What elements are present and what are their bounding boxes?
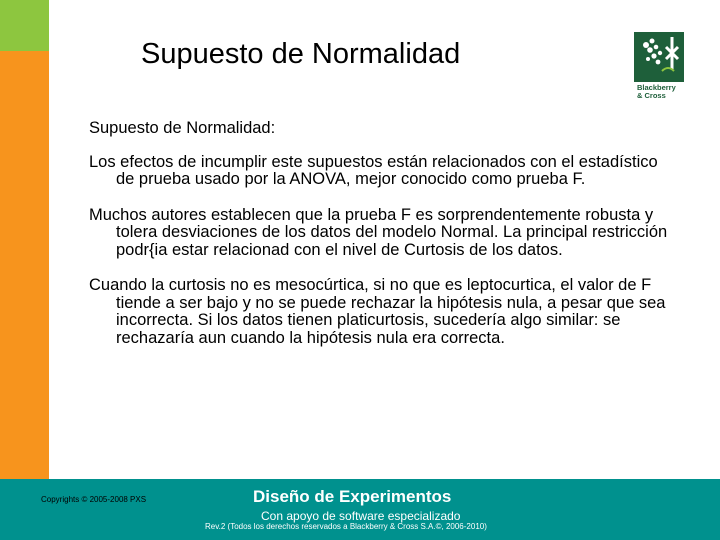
paragraph-heading: Supuesto de Normalidad: [89, 119, 276, 137]
paragraph-curtosis: Cuando la curtosis no es mesocúrtica, si no que es leptocurtica, el valor de F tiende a ser bajo y no se puede rechazar la hipótesis nula, a pesar que sea incorrecta. Si los datos tienen platicurtosis, sucedería algo similar: se rechazaría aun cuando la hipótesis nula era correcta. [89, 276, 666, 347]
side-bar-green [0, 0, 49, 51]
paragraph-efectos: Los efectos de incumplir este supuestos están relacionados con el estadístico de prueba usado por la ANOVA, mejor conocido como prueba F. [89, 152, 658, 188]
slide-title: Supuesto de Normalidad [141, 38, 461, 70]
footer-title: Diseño de Experimentos [253, 487, 452, 506]
logo-line-1: Blackberry [637, 83, 676, 92]
footer-subtitle: Con apoyo de software especializado [261, 509, 461, 523]
side-bar-orange [0, 51, 49, 479]
logo-text [637, 84, 693, 100]
logo-line-2: & Cross [637, 91, 666, 100]
paragraph-autores: Muchos autores establecen que la prueba F es sorprendentemente robusta y tolera desviaciones de los datos del modelo Normal. La principal restricción podr{ia estar relacionad con el nivel de Curtosis de los datos. [89, 205, 668, 259]
footer-revision: Rev.2 (Todos los derechos reservados a Blackberry & Cross S.A.©, 2006-2010) [205, 522, 487, 531]
footer-copyright: Copyrights © 2005-2008 PXS [41, 495, 147, 504]
slide-content [89, 120, 669, 365]
